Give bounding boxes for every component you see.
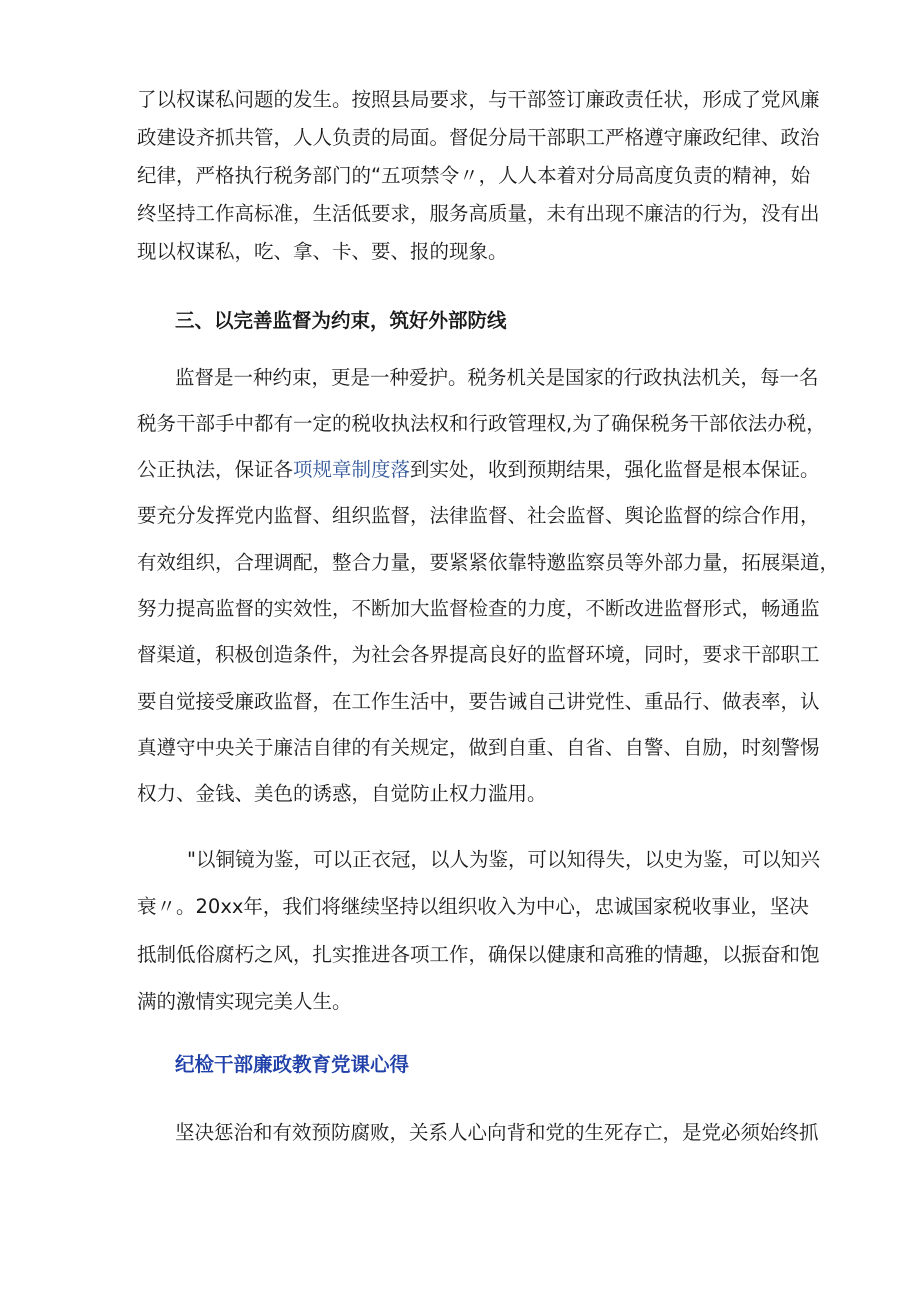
paragraph-line: 要充分发挥党内监督、组织监督，法律监督、社会监督、舆论监督的综合作用， — [137, 504, 820, 527]
paragraph-line: 真遵守中央关于廉洁自律的有关规定，做到自重、自省、自警、自励，时刻警惕 — [137, 736, 820, 759]
paragraph-line: 要自觉接受廉政监督，在工作生活中，要告诫自己讲党性、重品行、做表率，认 — [137, 690, 820, 713]
paragraph-line: 现以权谋私，吃、拿、卡、要、报的现象。 — [137, 240, 508, 263]
paragraph-line: 终坚持工作高标准，生活低要求，服务高质量，未有出现不廉洁的行为，没有出 — [137, 202, 820, 225]
paragraph-line: 努力提高监督的实效性，不断加大监督检查的力度，不断改进监督形式，畅通监 — [137, 597, 820, 620]
paragraph-line: 满的激情实现完美人生。 — [137, 990, 352, 1013]
article-title: 纪检干部廉政教育党课心得 — [175, 1053, 410, 1076]
paragraph-line: "以铜镜为鉴，可以正衣冠，以人为鉴，可以知得失，以史为鉴，可以知兴 — [187, 848, 820, 871]
paragraph-text: 到实处，收到预期结果，强化监督是根本保证。 — [410, 458, 820, 481]
paragraph-line: 坚决惩治和有效预防腐败，关系人心向背和党的生死存亡，是党必须始终抓 — [175, 1121, 819, 1144]
paragraph-text: 公正执法，保证各 — [137, 458, 294, 481]
section-heading: 三、以完善监督为约束，筑好外部防线 — [175, 309, 507, 332]
paragraph-line: 了以权谋私问题的发生。按照县局要求，与干部签订廉政责任状，形成了党风廉 — [137, 88, 820, 111]
paragraph-line: 有效组织，合理调配，整合力量，要紧紧依靠特邀监察员等外部力量，拓展渠道， — [137, 551, 840, 574]
paragraph-line: 权力、金钱、美色的诱惑，自觉防止权力滥用。 — [137, 782, 547, 805]
paragraph-line: 监督是一种约束，更是一种爱护。税务机关是国家的行政执法机关，每一名 — [175, 366, 819, 389]
paragraph-line: 政建设齐抓共管，人人负责的局面。督促分局干部职工严格遵守廉政纪律、政治 — [137, 126, 820, 149]
paragraph-line: 纪律，严格执行税务部门的“五项禁令〃，人人本着对分局高度负责的精神，始 — [137, 164, 811, 187]
paragraph-line: 督渠道，积极创造条件，为社会各界提高良好的监督环境，同时，要求干部职工 — [137, 643, 820, 666]
paragraph-line — [137, 456, 820, 484]
paragraph-line: 抵制低俗腐朽之风，扎实推进各项工作，确保以健康和高雅的情趣，以振奋和饱 — [137, 943, 820, 966]
paragraph-line: 税务干部手中都有一定的税收执法权和行政管理权,为了确保税务干部依法办税， — [137, 412, 826, 435]
hyperlink-text[interactable]: 项规章制度落 — [293, 458, 411, 481]
paragraph-line: 衰〃。20xx年，我们将继续坚持以组织收入为中心，忠诚国家税收事业，坚决 — [137, 895, 809, 918]
